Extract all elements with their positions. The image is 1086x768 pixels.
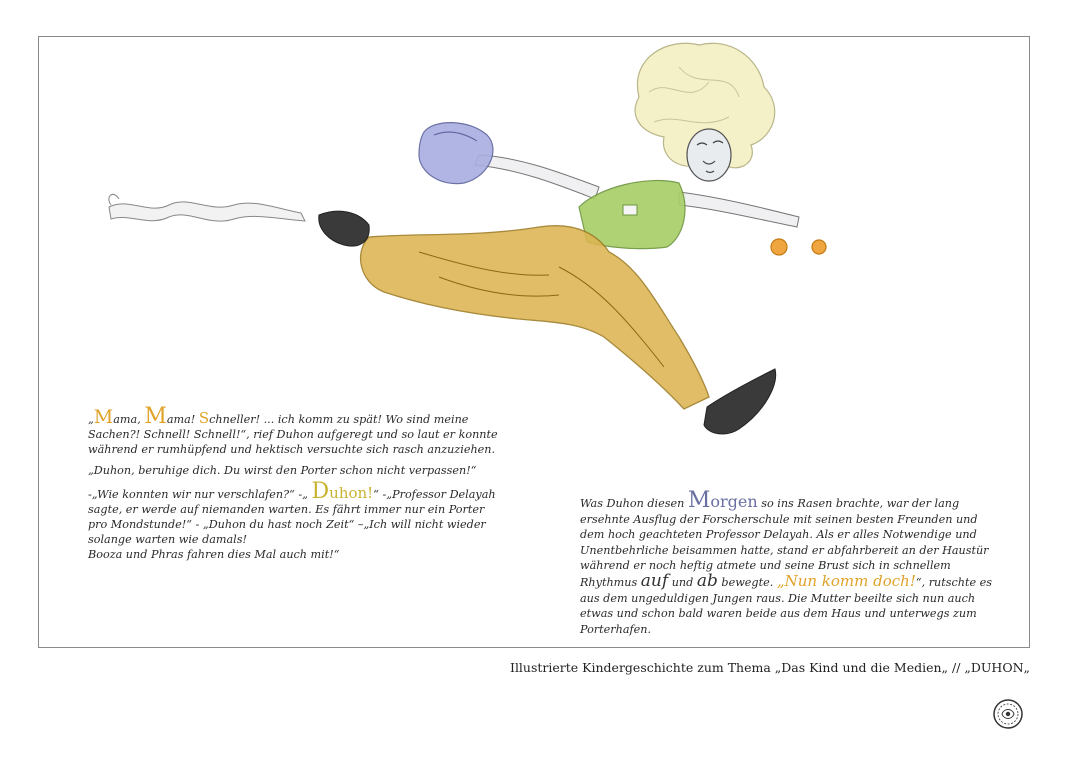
seal-logo-icon: [992, 698, 1024, 730]
front-shoe: [704, 369, 776, 434]
back-shoe: [319, 211, 369, 246]
initial-m-1: M: [93, 406, 114, 428]
exclamation-nun-komm-doch: „Nun komm doch!: [776, 571, 916, 590]
yoyo: [771, 239, 787, 255]
initial-d: D: [311, 479, 330, 504]
story-paragraph-1: „Mama, Mama! Schneller! ... ich komm zu spät! Wo sind meine Sachen?! Schnell! Schnell!“, rief Duhon aufgeregt und so laut er konnte während er rumhüpfend und hektisch versuchte sich rasch anzuziehen.: [88, 404, 498, 456]
right-arm: [679, 192, 799, 227]
story-text-right: [580, 488, 995, 637]
hat: [419, 123, 493, 184]
scarf-trail: [109, 202, 305, 221]
story-paragraph-4: Was Duhon diesen Morgen so ins Rasen brachte, war der lang ersehnte Ausflug der Forscherschule mit seinen besten Freunden und dem hoch geachteten Professor Delayah. Als er alles Notwendige und Unentbehrliche beisammen hatte, stand er abfahrbereit an der Haustür während er noch heftig atmete und seine Brust sich in schnellem Rhythmus auf und ab bewegte. „Nun komm doch!“, rutschte es aus dem ungeduldigen Jungen raus. Die Mutter beeilte sich nun auch etwas und schon bald waren beide aus dem Haus und unterwegs zum Porterhafen.: [580, 488, 992, 636]
yellow-pants: [361, 226, 709, 409]
story-paragraph-2: „Duhon, beruhige dich. Du wirst den Porter schon nicht verpassen!“: [88, 464, 477, 477]
left-arm: [475, 155, 599, 199]
page-caption: Illustrierte Kindergeschichte zum Thema „Das Kind und die Medien„ // „DUHON„: [510, 660, 1030, 675]
story-text-left: [88, 404, 500, 568]
page-frame: [38, 36, 1030, 648]
initial-s: S: [198, 409, 210, 427]
initial-m-2: M: [144, 404, 167, 429]
story-paragraph-3: -„Wie konnten wir nur verschlafen?“ -„ Duhon!“ -„Professor Delayah sagte, er werde auf niemanden warten. Es fährt immer nur ein Porter pro Mondstunde!“ - „Duhon du hast noch Zeit“ –„Ich will nicht wieder solange warten wie damals! Booza und Phras fahren dies Mal auch mit!“: [88, 479, 496, 561]
initial-m-3: M: [687, 488, 711, 513]
face: [687, 129, 731, 181]
